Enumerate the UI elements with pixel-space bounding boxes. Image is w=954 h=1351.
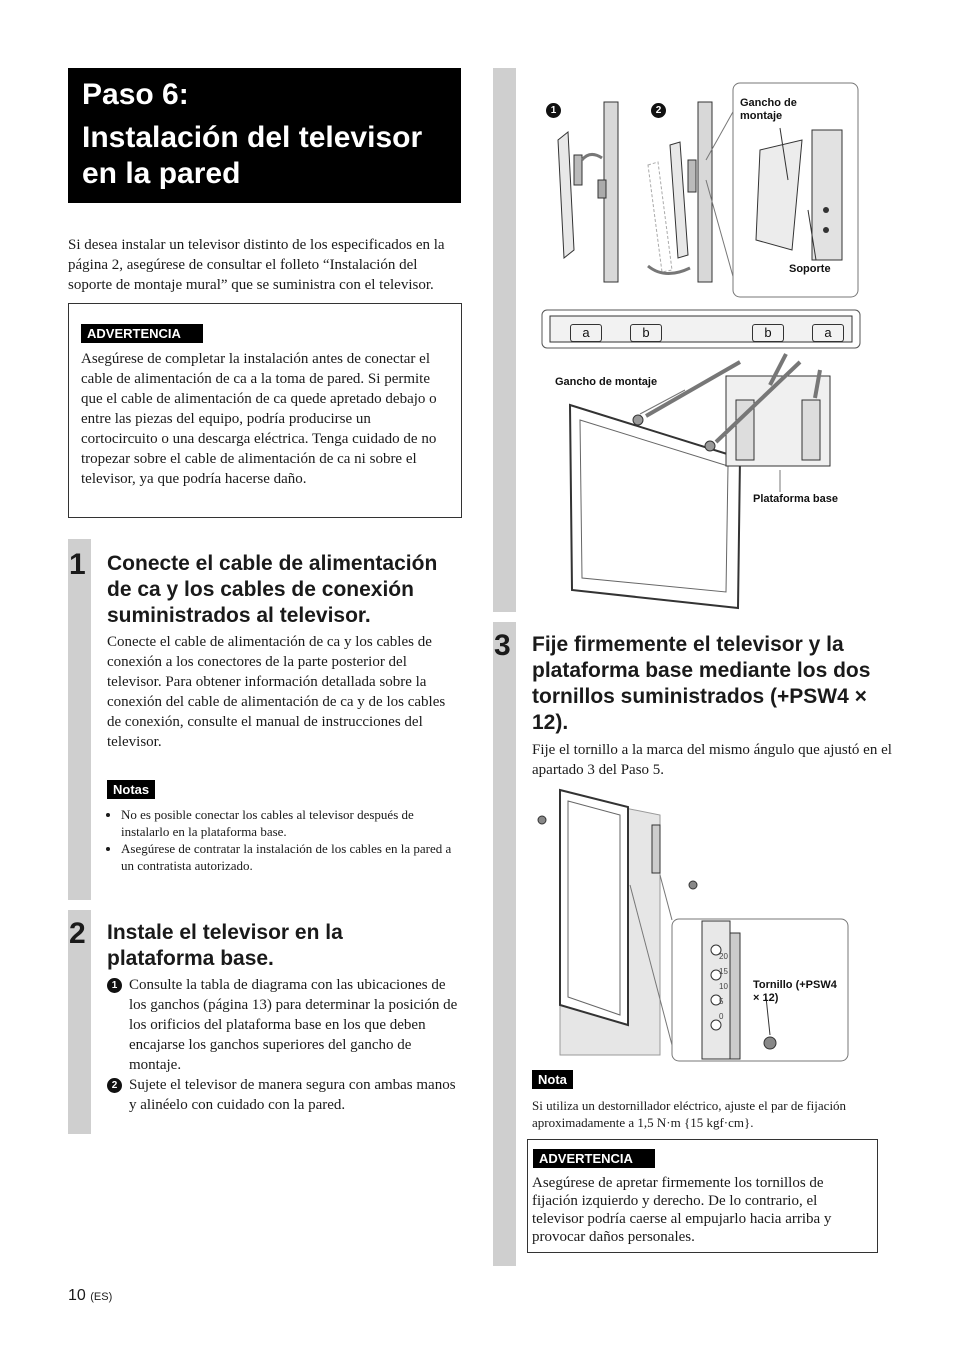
step-1-number: 1 — [69, 548, 86, 581]
page-number-value: 10 — [68, 1287, 86, 1304]
figure-1-bar — [493, 68, 516, 612]
step-2-item — [107, 1075, 462, 1115]
scale-mark: 5 — [719, 997, 724, 1006]
screw-figure — [530, 785, 852, 1065]
step-2-item-text: Consulte la tabla de diagrama con las ubicaciones de los ganchos (página 13) para determinar la posición de los orificios del plataforma base en los que deben encajarse los ganchos superiores del gancho de montaje. — [129, 977, 458, 1073]
wall-icon — [698, 102, 712, 282]
scale-mark: 15 — [719, 967, 728, 976]
step-2-heading: Instale el televisor en la plataforma base. — [107, 921, 343, 970]
step-2-item-text: Sujete el televisor de manera segura con ambas manos y alinéelo con cuidado con la pared. — [129, 1077, 456, 1113]
tv-side-icon — [670, 142, 688, 258]
scale-mark: 10 — [719, 982, 728, 991]
soporte-label: Soporte — [789, 263, 831, 275]
gancho-label: Gancho de montaje — [740, 97, 797, 122]
scale-mark: 0 — [719, 1012, 724, 1021]
slot-label: b — [752, 324, 784, 342]
slot-label: a — [570, 324, 602, 342]
note-label: Nota — [532, 1070, 573, 1089]
note-item: • Asegúrese de contratar la instalación de los cables en la pared a un contratista autorizado. — [121, 840, 457, 874]
mounting-figure — [530, 80, 870, 610]
step-1-bar — [68, 539, 91, 900]
step-3-bar — [493, 622, 516, 1266]
step-3-note: Si utiliza un destornillador eléctrico, ajuste el par de fijación aproximadamente a 1,5 N·m {15 kgf·cm}. — [532, 1098, 847, 1130]
figure-step-1-number: 1 — [546, 103, 561, 118]
warning-label: ADVERTENCIA — [533, 1149, 655, 1168]
step-3-number: 3 — [494, 629, 511, 662]
step-1-heading: Conecte el cable de alimentación de ca y los cables de conexión suministrados al televisor. — [107, 552, 438, 627]
warning-label: ADVERTENCIA — [81, 324, 203, 343]
scale-mark: 20 — [719, 952, 728, 961]
hook-icon — [633, 415, 643, 425]
circled-number: 2 — [107, 1078, 122, 1093]
tornillo-label: Tornillo (+PSW4 × 12) — [753, 979, 837, 1004]
warning-box-2 — [527, 1139, 878, 1253]
screw-icon — [764, 1037, 776, 1049]
tv-side-icon — [558, 132, 574, 258]
circled-number: 1 — [107, 978, 122, 993]
plataforma-label: Plataforma base — [753, 493, 838, 505]
step-3-heading: Fije firmemente el televisor y la plataforma base mediante los dos tornillos suministrados (+PSW4 × 12). — [532, 633, 871, 734]
step-2-list — [107, 975, 462, 1115]
hook-icon — [705, 441, 715, 451]
warning-text: Asegúrese de completar la instalación antes de conectar el cable de alimentación de ca a la toma de pared. Si permite que el cable de alimentación de ca quede apretado debajo o entre las piezas del equipo, podría producirse un cortocircuito o una descarga eléctrica. Tenga cuidado de no tropezar sobre el cable de alimentación de ca ni sobre el televisor, ya que podría hacerse daño. — [81, 351, 437, 487]
scale-marks — [719, 949, 728, 1024]
note-item: • No es posible conectar los cables al televisor después de instalarlo en la plataforma base. — [121, 806, 457, 840]
warning-text: Asegúrese de apretar firmemente los tornillos de fijación izquierdo y derecho. De lo contrario, el televisor podría caerse al empujarlo hacia arriba y provocar daños personales. — [532, 1175, 832, 1245]
page-number — [68, 1287, 112, 1305]
intro-paragraph: Si desea instalar un televisor distinto de los especificados en la página 2, asegúrese de consultar el folleto “Instalación del soporte de montaje mural” que se suministra con el televisor. — [68, 237, 445, 293]
slot-label: b — [630, 324, 662, 342]
screw-icon — [689, 881, 697, 889]
figure-step-2-number: 2 — [651, 103, 666, 118]
step-1-notes — [107, 806, 457, 874]
arrow-icon — [648, 266, 690, 274]
notes-label: Notas — [107, 780, 155, 799]
step-2-number: 2 — [69, 917, 86, 950]
title-step: Paso 6: — [82, 78, 189, 111]
page-title-block — [68, 68, 461, 203]
warning-box-1 — [68, 303, 462, 518]
step-1-text: Conecte el cable de alimentación de ca y los cables de conexión a los conectores de la parte posterior del televisor. Para obtener información detallada sobre la conexión del cable de alimentación de ca y de los cables de conexión, consulte el manual de instrucciones del televisor. — [107, 634, 446, 750]
step-3-text: Fije el tornillo a la marca del mismo ángulo que ajustó en el apartado 3 del Paso 5. — [532, 742, 892, 778]
page-title: Instalación del televisor en la pared — [82, 121, 423, 190]
step-2-item — [107, 975, 462, 1075]
screw-icon — [538, 816, 546, 824]
gancho-label-2: Gancho de montaje — [555, 376, 658, 388]
language-code: (ES) — [90, 1291, 113, 1303]
slot-label: a — [812, 324, 844, 342]
arrow-icon — [582, 154, 602, 160]
